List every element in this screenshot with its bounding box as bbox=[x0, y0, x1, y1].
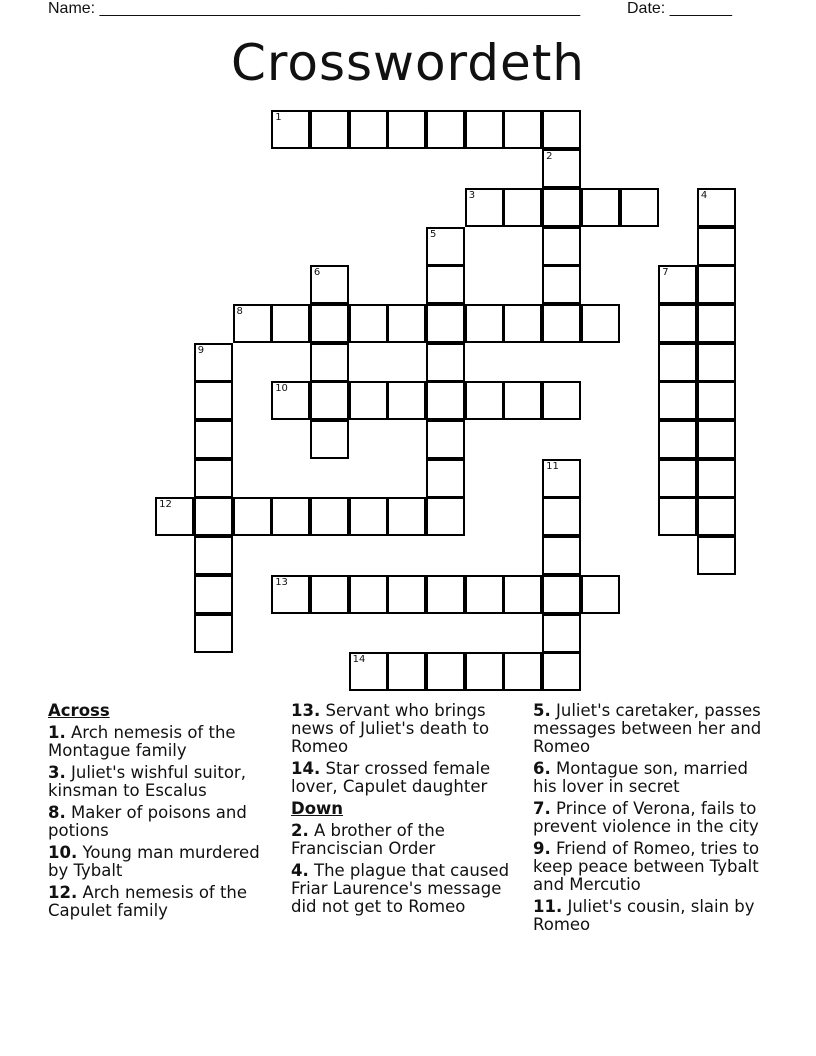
grid-cell[interactable] bbox=[697, 188, 736, 227]
grid-cell[interactable] bbox=[503, 652, 542, 691]
grid-cell[interactable] bbox=[426, 343, 465, 382]
grid-cell[interactable] bbox=[542, 381, 581, 420]
grid-cell[interactable] bbox=[271, 497, 310, 536]
grid-cell[interactable] bbox=[310, 420, 349, 459]
clue-number-label: 8. bbox=[48, 803, 66, 822]
clue-number-label: 14. bbox=[291, 759, 321, 778]
grid-cell[interactable] bbox=[349, 652, 388, 691]
grid-cell[interactable] bbox=[349, 304, 388, 343]
across-heading: Across bbox=[48, 701, 110, 720]
clue-number: 13 bbox=[275, 576, 288, 588]
clue-number: 6 bbox=[313, 267, 321, 279]
clue-text: Maker of poisons and potions bbox=[48, 803, 247, 840]
clue-number-label: 12. bbox=[48, 883, 78, 902]
clue-number: 4 bbox=[700, 189, 708, 201]
clue-number: 1 bbox=[275, 112, 282, 124]
clue-text: Prince of Verona, fails to prevent violence in the city bbox=[533, 799, 759, 836]
clues-column-2 bbox=[291, 702, 511, 920]
page-title: Crosswordeth bbox=[230, 34, 586, 92]
grid-cell[interactable] bbox=[349, 575, 388, 614]
grid-cell[interactable] bbox=[233, 304, 272, 343]
clue-number: 10 bbox=[275, 383, 288, 395]
grid-cell[interactable] bbox=[426, 652, 465, 691]
grid-cell[interactable] bbox=[620, 188, 659, 227]
clue-number-label: 7. bbox=[533, 799, 551, 818]
clue-number-label: 1. bbox=[48, 723, 66, 742]
grid-cell[interactable] bbox=[542, 110, 581, 149]
clue-number: 11 bbox=[546, 460, 559, 472]
grid-cell[interactable] bbox=[503, 575, 542, 614]
grid-cell[interactable] bbox=[426, 497, 465, 536]
grid-cell[interactable] bbox=[194, 420, 233, 459]
grid-cell[interactable] bbox=[465, 652, 504, 691]
clue-number-label: 4. bbox=[291, 861, 309, 880]
grid-cell[interactable] bbox=[465, 188, 504, 227]
down-clue-list bbox=[291, 822, 511, 916]
grid-cell[interactable] bbox=[542, 614, 581, 653]
grid-cell[interactable] bbox=[465, 304, 504, 343]
clue-number-label: 11. bbox=[533, 897, 563, 916]
grid-cell[interactable] bbox=[503, 304, 542, 343]
grid-cell[interactable] bbox=[349, 381, 388, 420]
grid-cell[interactable] bbox=[465, 110, 504, 149]
grid-cell[interactable] bbox=[387, 575, 426, 614]
clue-item bbox=[291, 822, 511, 858]
clue-text: Star crossed female lover, Capulet daughter bbox=[291, 759, 491, 796]
clue-text: Juliet's cousin, slain by Romeo bbox=[533, 897, 755, 934]
grid-cell[interactable] bbox=[194, 381, 233, 420]
clue-item bbox=[533, 760, 773, 796]
grid-cell[interactable] bbox=[697, 381, 736, 420]
clue-number-label: 9. bbox=[533, 839, 551, 858]
grid-cell[interactable] bbox=[387, 304, 426, 343]
grid-cell[interactable] bbox=[697, 459, 736, 498]
grid-cell[interactable] bbox=[658, 420, 697, 459]
grid-cell[interactable] bbox=[310, 110, 349, 149]
clue-text: Servant who brings news of Juliet's death to Romeo bbox=[291, 701, 490, 756]
clue-number-label: 13. bbox=[291, 701, 321, 720]
clue-text: A brother of the Franciscian Order bbox=[291, 821, 445, 858]
clue-item bbox=[533, 840, 773, 894]
clue-item bbox=[291, 702, 511, 756]
grid-cell[interactable] bbox=[697, 343, 736, 382]
grid-cell[interactable] bbox=[658, 265, 697, 304]
clue-item bbox=[291, 862, 511, 916]
grid-cell[interactable] bbox=[155, 497, 194, 536]
grid-cell[interactable] bbox=[426, 110, 465, 149]
grid-cell[interactable] bbox=[503, 381, 542, 420]
grid-cell[interactable] bbox=[349, 497, 388, 536]
clue-text: Young man murdered by Tybalt bbox=[48, 843, 260, 880]
grid-cell[interactable] bbox=[310, 497, 349, 536]
clue-text: The plague that caused Friar Laurence's message did not get to Romeo bbox=[291, 861, 510, 916]
grid-cell[interactable] bbox=[542, 575, 581, 614]
grid-cell[interactable] bbox=[426, 227, 465, 266]
grid-cell[interactable] bbox=[426, 304, 465, 343]
clue-item bbox=[48, 764, 273, 800]
grid-cell[interactable] bbox=[194, 575, 233, 614]
clue-number-label: 2. bbox=[291, 821, 309, 840]
clue-number: 14 bbox=[352, 654, 366, 666]
clue-number: 7 bbox=[662, 267, 669, 279]
date-field-line: Date: _______ bbox=[627, 0, 732, 17]
name-field-line: Name: ______________________________________________________ bbox=[48, 0, 581, 17]
grid-cell[interactable] bbox=[271, 304, 310, 343]
grid-cell[interactable] bbox=[581, 304, 620, 343]
grid-cell[interactable] bbox=[542, 149, 581, 188]
across-clue-list-cont bbox=[291, 702, 511, 796]
grid-cell[interactable] bbox=[310, 265, 349, 304]
grid-cell[interactable] bbox=[310, 343, 349, 382]
grid-cell[interactable] bbox=[426, 420, 465, 459]
clue-number-label: 6. bbox=[533, 759, 551, 778]
clue-number: 5 bbox=[430, 228, 437, 240]
grid-cell[interactable] bbox=[387, 497, 426, 536]
grid-cell[interactable] bbox=[426, 265, 465, 304]
grid-cell[interactable] bbox=[310, 575, 349, 614]
grid-cell[interactable] bbox=[194, 497, 233, 536]
clue-item bbox=[533, 702, 773, 756]
grid-cell[interactable] bbox=[310, 304, 349, 343]
clue-text: Arch nemesis of the Capulet family bbox=[48, 883, 248, 920]
grid-cell[interactable] bbox=[697, 227, 736, 266]
grid-cell[interactable] bbox=[387, 110, 426, 149]
grid-cell[interactable] bbox=[542, 265, 581, 304]
clue-text: Juliet's caretaker, passes messages between her and Romeo bbox=[533, 701, 762, 756]
clue-item bbox=[533, 800, 773, 836]
grid-cell[interactable] bbox=[271, 381, 310, 420]
grid-cell[interactable] bbox=[542, 459, 581, 498]
grid-cell[interactable] bbox=[310, 381, 349, 420]
grid-cell[interactable] bbox=[426, 381, 465, 420]
grid-cell[interactable] bbox=[426, 459, 465, 498]
clues-column-1 bbox=[48, 702, 273, 924]
grid-cell[interactable] bbox=[349, 110, 388, 149]
down-clue-list-cont bbox=[533, 702, 773, 934]
grid-cell[interactable] bbox=[658, 497, 697, 536]
clue-number-label: 5. bbox=[533, 701, 551, 720]
clue-text: Arch nemesis of the Montague family bbox=[48, 723, 236, 760]
clue-number: 9 bbox=[197, 344, 205, 356]
clues-column-3 bbox=[533, 702, 773, 938]
clue-text: Juliet's wishful suitor, kinsman to Escalus bbox=[48, 763, 246, 800]
clue-number: 8 bbox=[236, 305, 243, 317]
grid-cell[interactable] bbox=[697, 304, 736, 343]
across-clue-list bbox=[48, 724, 273, 920]
clue-item bbox=[291, 760, 511, 796]
grid-cell[interactable] bbox=[194, 343, 233, 382]
clue-number-label: 10. bbox=[48, 843, 78, 862]
clue-number: 3 bbox=[468, 189, 476, 201]
grid-cell[interactable] bbox=[658, 381, 697, 420]
down-heading: Down bbox=[291, 799, 344, 818]
grid-cell[interactable] bbox=[465, 575, 504, 614]
grid-cell[interactable] bbox=[194, 459, 233, 498]
grid-cell[interactable] bbox=[194, 614, 233, 653]
grid-cell[interactable] bbox=[503, 110, 542, 149]
grid-cell[interactable] bbox=[465, 381, 504, 420]
clue-item bbox=[533, 898, 773, 934]
grid-cell[interactable] bbox=[542, 304, 581, 343]
grid-cell[interactable] bbox=[271, 110, 310, 149]
grid-cell[interactable] bbox=[426, 575, 465, 614]
grid-cell[interactable] bbox=[503, 188, 542, 227]
clue-text: Friend of Romeo, tries to keep peace between Tybalt and Mercutio bbox=[533, 839, 760, 894]
grid-cell[interactable] bbox=[542, 497, 581, 536]
clue-item bbox=[48, 884, 273, 920]
clue-number: 12 bbox=[159, 499, 172, 511]
clue-number-label: 3. bbox=[48, 763, 66, 782]
clue-number: 2 bbox=[546, 151, 553, 163]
clue-text: Montague son, married his lover in secret bbox=[533, 759, 749, 796]
grid-cell[interactable] bbox=[658, 459, 697, 498]
grid-cell[interactable] bbox=[271, 575, 310, 614]
grid-cell[interactable] bbox=[697, 497, 736, 536]
grid-cell[interactable] bbox=[658, 343, 697, 382]
grid-cell[interactable] bbox=[387, 652, 426, 691]
grid-cell[interactable] bbox=[542, 227, 581, 266]
clue-item bbox=[48, 844, 273, 880]
grid-cell[interactable] bbox=[697, 420, 736, 459]
grid-cell[interactable] bbox=[697, 265, 736, 304]
grid-cell[interactable] bbox=[542, 188, 581, 227]
grid-cell[interactable] bbox=[581, 188, 620, 227]
grid-cell[interactable] bbox=[542, 536, 581, 575]
grid-cell[interactable] bbox=[542, 652, 581, 691]
grid-cell[interactable] bbox=[387, 381, 426, 420]
grid-cell[interactable] bbox=[581, 575, 620, 614]
clue-item bbox=[48, 724, 273, 760]
clue-item bbox=[48, 804, 273, 840]
grid-cell[interactable] bbox=[658, 304, 697, 343]
grid-cell[interactable] bbox=[194, 536, 233, 575]
grid-cell[interactable] bbox=[697, 536, 736, 575]
grid-cell[interactable] bbox=[233, 497, 272, 536]
